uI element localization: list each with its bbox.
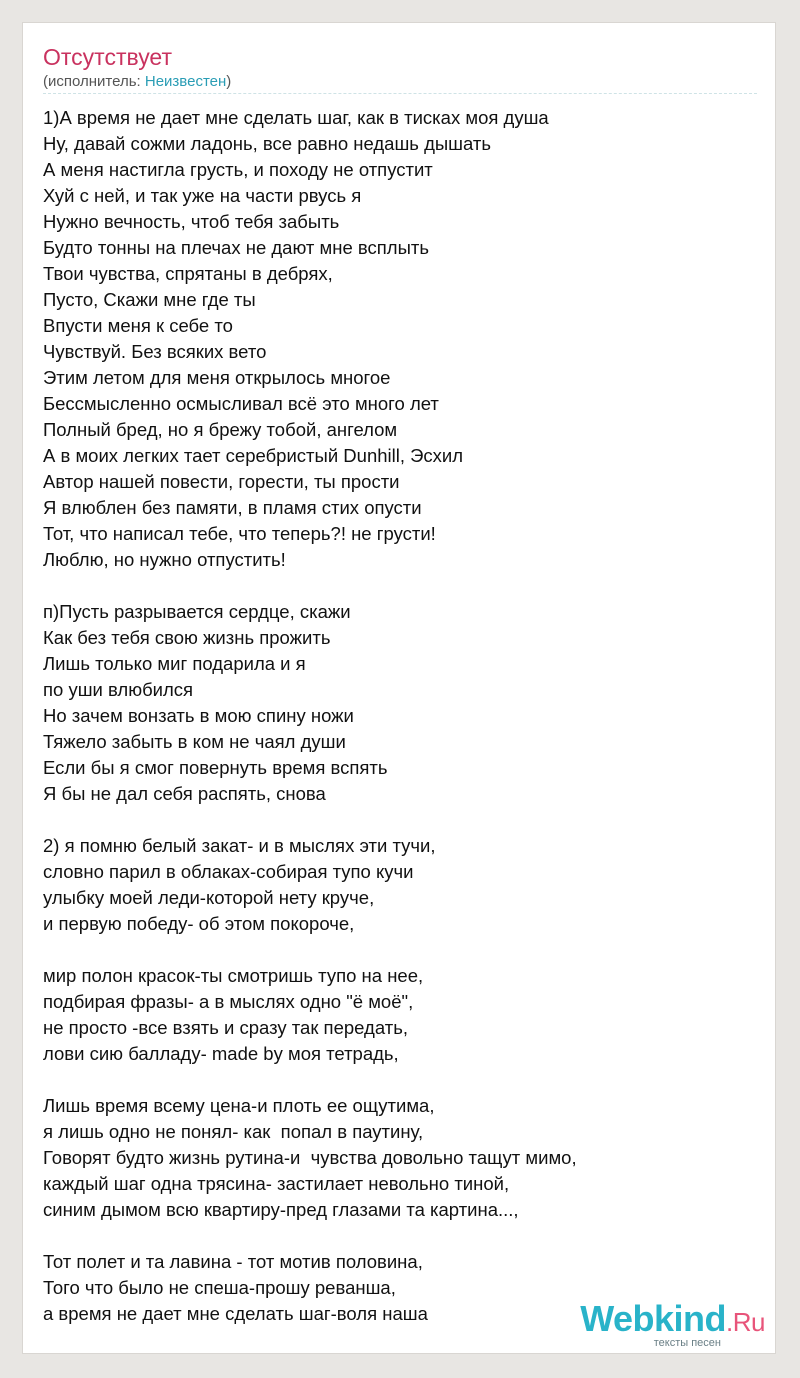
artist-line [43, 73, 231, 91]
lyric-line: словно парил в облаках-собирая тупо кучи [43, 861, 414, 882]
lyric-line: Говорят будто жизнь рутина-и чувства довольно тащут мимо, [43, 1147, 577, 1168]
lyric-line: Тот полет и та лавина - тот мотив половина, [43, 1251, 423, 1272]
lyric-line: 2) я помню белый закат- и в мыслях эти тучи, [43, 835, 436, 856]
lyric-line: Как без тебя свою жизнь прожить [43, 627, 331, 648]
lyric-line: Впусти меня к себе то [43, 315, 233, 336]
lyric-line: Будто тонны на плечах не дают мне всплыть [43, 237, 429, 258]
lyric-line: я лишь одно не понял- как попал в паутину, [43, 1121, 424, 1142]
lyric-line: 1)А время не дает мне сделать шаг, как в тисках моя душа [43, 107, 549, 128]
lyric-line: Лишь время всему цена-и плоть ее ощутима, [43, 1095, 435, 1116]
lyric-line: каждый шаг одна трясина- застилает невольно тиной, [43, 1173, 510, 1194]
lyrics-card [22, 22, 776, 1354]
lyric-line [43, 937, 757, 963]
lyric-line: а время не дает мне сделать шаг-воля наша [43, 1303, 428, 1324]
lyric-line: Я бы не дал себя распять, снова [43, 783, 326, 804]
lyric-line: Чувствуй. Без всяких вето [43, 341, 267, 362]
lyric-line: мир полон красок-ты смотришь тупо на нее, [43, 965, 424, 986]
artist-suffix: ) [226, 73, 232, 90]
lyric-line: Лишь только миг подарила и я [43, 653, 306, 674]
lyrics-text [43, 105, 757, 1327]
lyric-line [43, 807, 757, 833]
lyric-line: Автор нашей повести, горести, ты прости [43, 471, 400, 492]
logo-tagline: тексты песен [653, 1337, 721, 1349]
lyric-line: синим дымом всю квартиру-пред глазами та картина..., [43, 1199, 519, 1220]
artist-link[interactable]: Неизвестен [144, 73, 227, 90]
lyric-line: Твои чувства, спрятаны в дебрях, [43, 263, 333, 284]
lyric-line: Люблю, но нужно отпустить! [43, 549, 286, 570]
lyric-line: А меня настигла грусть, и походу не отпустит [43, 159, 433, 180]
lyric-line [43, 1067, 757, 1093]
webkind-logo[interactable] [580, 1300, 765, 1349]
lyric-line: Если бы я смог повернуть время вспять [43, 757, 388, 778]
lyric-line: Пусто, Скажи мне где ты [43, 289, 256, 310]
lyric-line [43, 1223, 757, 1249]
song-title: Отсутствует [43, 44, 172, 70]
lyric-line: Полный бред, но я брежу тобой, ангелом [43, 419, 398, 440]
lyric-line: п)Пусть разрывается сердце, скажи [43, 601, 351, 622]
lyric-line: лови сию балладу- made by моя тетрадь, [43, 1043, 399, 1064]
lyric-line: улыбку моей леди-которой нету круче, [43, 887, 375, 908]
header-divider [43, 93, 757, 94]
lyric-line: по уши влюбился [43, 679, 194, 700]
lyric-line: и первую победу- об этом покороче, [43, 913, 355, 934]
lyric-line: Но зачем вонзать в мою спину ножи [43, 705, 354, 726]
lyric-line: не просто -все взять и сразу так передать, [43, 1017, 408, 1038]
lyric-line: Ну, давай сожми ладонь, все равно недашь дышать [43, 133, 491, 154]
lyric-line: Тяжело забыть в ком не чаял души [43, 731, 346, 752]
logo-tld: .Ru [726, 1307, 765, 1337]
lyric-line: Того что было не спеша-прошу реванша, [43, 1277, 396, 1298]
artist-prefix: (исполнитель: [43, 73, 145, 90]
lyric-line: Хуй с ней, и так уже на части рвусь я [43, 185, 362, 206]
lyric-line: подбирая фразы- а в мыслях одно "ё моё", [43, 991, 414, 1012]
lyric-line: Тот, что написал тебе, что теперь?! не грусти! [43, 523, 436, 544]
lyric-line [43, 573, 757, 599]
lyric-line: Я влюблен без памяти, в пламя стих опусти [43, 497, 422, 518]
lyric-line: Нужно вечность, чтоб тебя забыть [43, 211, 340, 232]
lyric-line: Бессмысленно осмысливал всё это много лет [43, 393, 439, 414]
lyric-line: Этим летом для меня открылось многое [43, 367, 391, 388]
logo-name: Webkind [580, 1298, 727, 1339]
lyric-line: А в моих легких тает серебристый Dunhill, Эсхил [43, 445, 464, 466]
